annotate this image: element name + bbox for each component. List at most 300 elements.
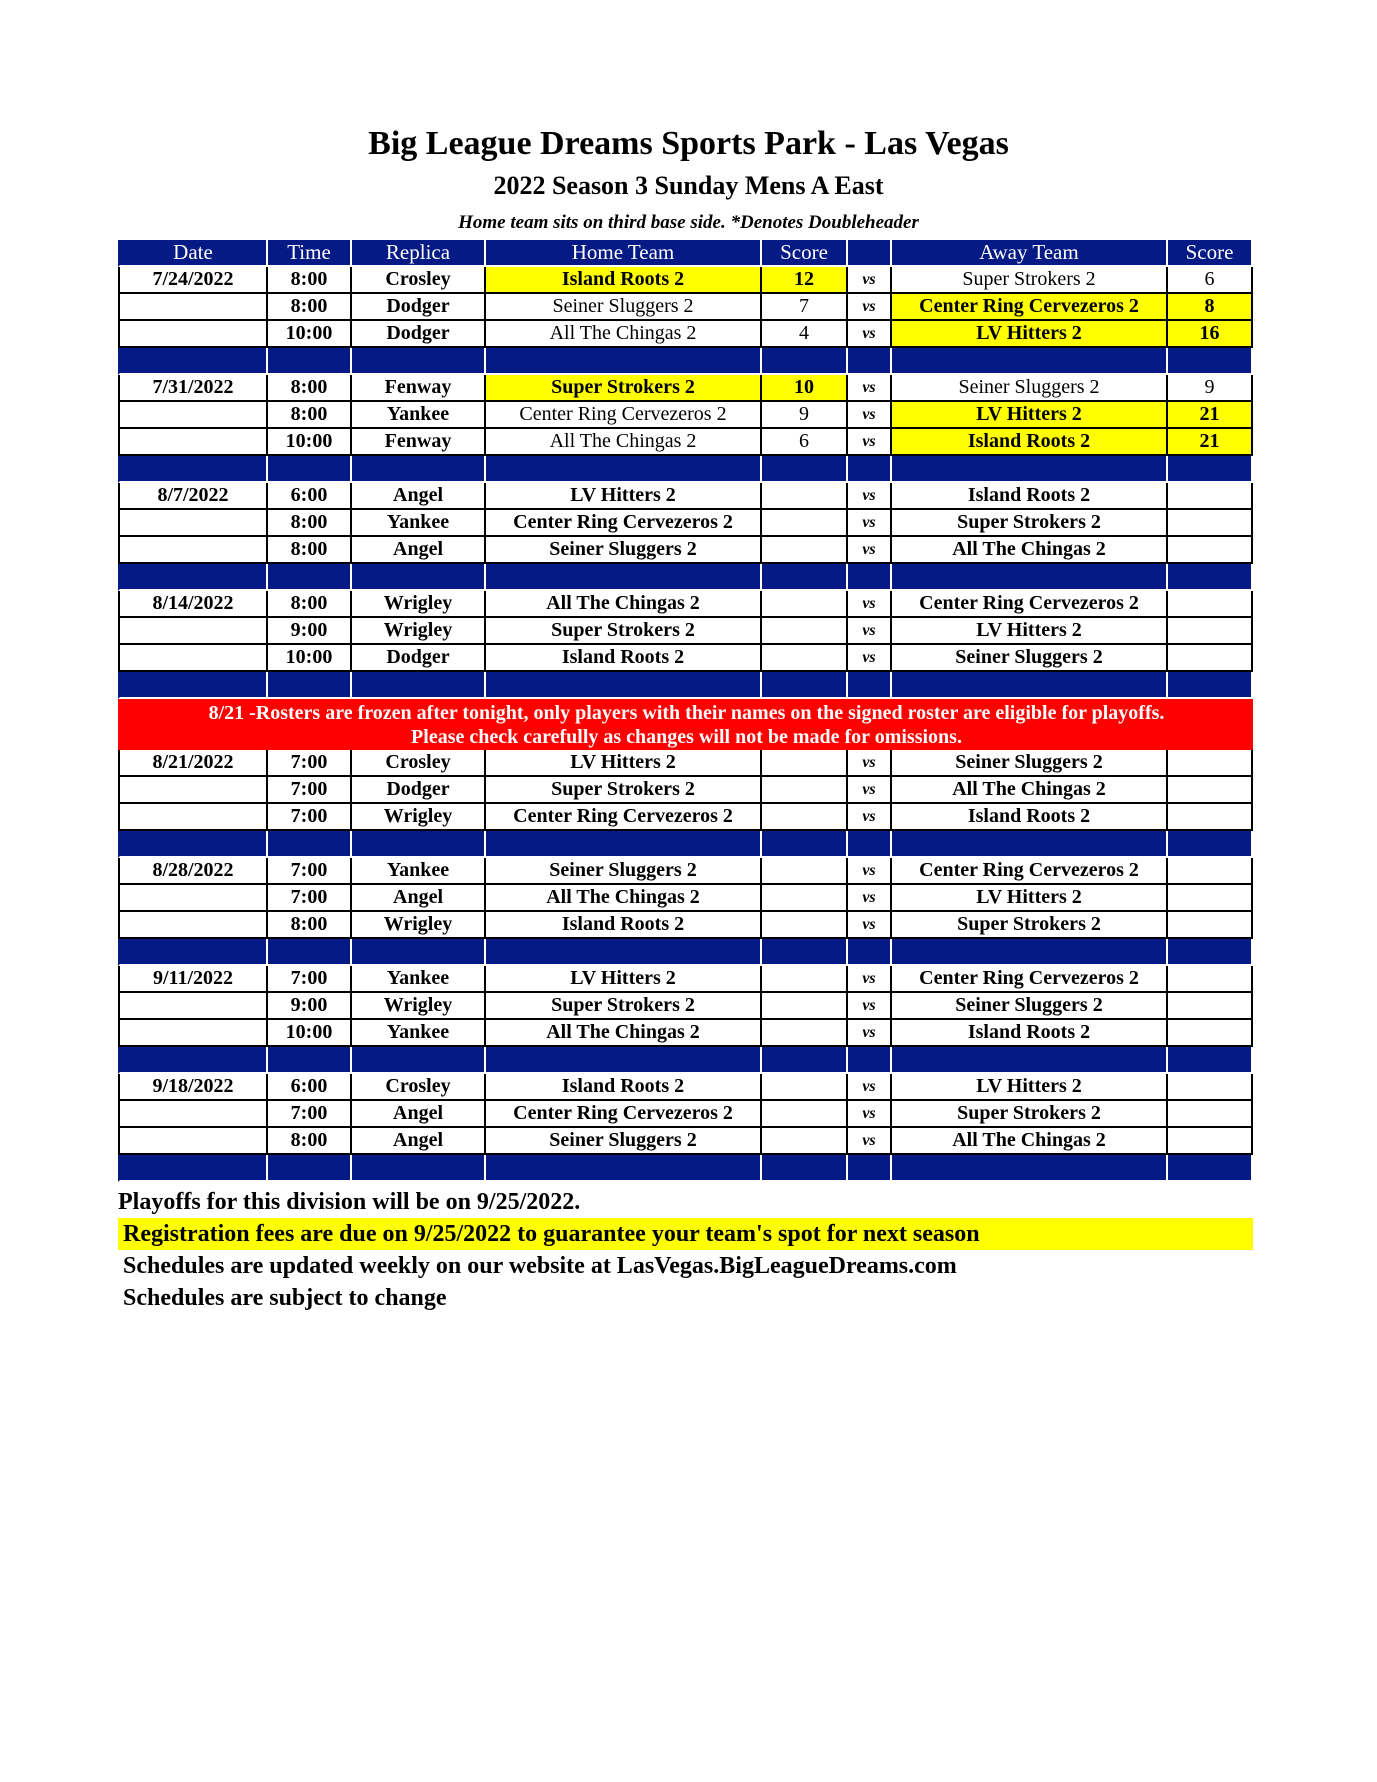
game-date bbox=[118, 1128, 268, 1155]
home-score bbox=[762, 804, 848, 831]
game-time: 7:00 bbox=[268, 885, 352, 912]
home-score: 6 bbox=[762, 429, 848, 456]
home-team: Center Ring Cervezeros 2 bbox=[486, 804, 762, 831]
game-date bbox=[118, 804, 268, 831]
table-row bbox=[118, 885, 1253, 912]
field-replica: Angel bbox=[352, 1101, 486, 1128]
separator-cell bbox=[848, 456, 892, 483]
playoffs-note: Playoffs for this division will be on 9/25/2022. bbox=[118, 1189, 581, 1215]
separator-cell bbox=[118, 456, 268, 483]
home-score: 7 bbox=[762, 294, 848, 321]
away-team: Center Ring Cervezeros 2 bbox=[892, 966, 1168, 993]
table-row bbox=[118, 966, 1253, 993]
away-score bbox=[1168, 1020, 1253, 1047]
game-date bbox=[118, 510, 268, 537]
game-time: 9:00 bbox=[268, 618, 352, 645]
separator-cell bbox=[352, 1047, 486, 1074]
separator-cell bbox=[352, 348, 486, 375]
table-row bbox=[118, 294, 1253, 321]
separator-cell bbox=[1168, 1047, 1253, 1074]
home-team: Super Strokers 2 bbox=[486, 375, 762, 402]
column-header-away-team: Away Team bbox=[892, 240, 1168, 267]
separator-cell bbox=[892, 831, 1168, 858]
field-replica: Crosley bbox=[352, 750, 486, 777]
column-header-date: Date bbox=[118, 240, 268, 267]
separator-cell bbox=[268, 1155, 352, 1182]
away-team: Seiner Sluggers 2 bbox=[892, 375, 1168, 402]
home-team: Center Ring Cervezeros 2 bbox=[486, 510, 762, 537]
home-team: Seiner Sluggers 2 bbox=[486, 294, 762, 321]
vs-label: vs bbox=[848, 885, 892, 912]
separator-cell bbox=[848, 1047, 892, 1074]
away-score bbox=[1168, 993, 1253, 1020]
week-separator-row bbox=[118, 939, 1253, 966]
home-score bbox=[762, 1074, 848, 1101]
separator-cell bbox=[892, 1047, 1168, 1074]
separator-cell bbox=[352, 831, 486, 858]
game-time: 10:00 bbox=[268, 1020, 352, 1047]
vs-label: vs bbox=[848, 1128, 892, 1155]
away-team: Island Roots 2 bbox=[892, 1020, 1168, 1047]
separator-cell bbox=[848, 672, 892, 699]
field-replica: Angel bbox=[352, 885, 486, 912]
game-date: 8/7/2022 bbox=[118, 483, 268, 510]
separator-cell bbox=[892, 1155, 1168, 1182]
separator-cell bbox=[848, 1155, 892, 1182]
table-row bbox=[118, 618, 1253, 645]
vs-label: vs bbox=[848, 777, 892, 804]
game-time: 10:00 bbox=[268, 429, 352, 456]
away-score bbox=[1168, 858, 1253, 885]
away-score: 21 bbox=[1168, 402, 1253, 429]
game-time: 8:00 bbox=[268, 267, 352, 294]
separator-cell bbox=[268, 1047, 352, 1074]
game-time: 8:00 bbox=[268, 375, 352, 402]
field-replica: Angel bbox=[352, 537, 486, 564]
away-score bbox=[1168, 537, 1253, 564]
away-score: 6 bbox=[1168, 267, 1253, 294]
vs-label: vs bbox=[848, 375, 892, 402]
field-replica: Dodger bbox=[352, 645, 486, 672]
home-team: Center Ring Cervezeros 2 bbox=[486, 402, 762, 429]
away-team: All The Chingas 2 bbox=[892, 537, 1168, 564]
separator-cell bbox=[352, 564, 486, 591]
home-score bbox=[762, 993, 848, 1020]
vs-label: vs bbox=[848, 294, 892, 321]
field-replica: Yankee bbox=[352, 1020, 486, 1047]
page-title: Big League Dreams Sports Park - Las Vegas bbox=[368, 125, 1009, 162]
field-replica: Angel bbox=[352, 1128, 486, 1155]
game-date: 7/24/2022 bbox=[118, 267, 268, 294]
roster-freeze-notice bbox=[118, 699, 1253, 750]
vs-label: vs bbox=[848, 537, 892, 564]
field-replica: Dodger bbox=[352, 777, 486, 804]
home-team-note: Home team sits on third base side. *Denotes Doubleheader bbox=[458, 212, 919, 233]
separator-cell bbox=[486, 1155, 762, 1182]
separator-cell bbox=[1168, 672, 1253, 699]
field-replica: Yankee bbox=[352, 966, 486, 993]
week-separator-row bbox=[118, 1047, 1253, 1074]
away-team: All The Chingas 2 bbox=[892, 1128, 1168, 1155]
game-date: 8/28/2022 bbox=[118, 858, 268, 885]
field-replica: Wrigley bbox=[352, 804, 486, 831]
home-team: Super Strokers 2 bbox=[486, 777, 762, 804]
field-replica: Yankee bbox=[352, 402, 486, 429]
home-team: LV Hitters 2 bbox=[486, 483, 762, 510]
home-score: 9 bbox=[762, 402, 848, 429]
away-score bbox=[1168, 750, 1253, 777]
home-team: LV Hitters 2 bbox=[486, 966, 762, 993]
game-time: 7:00 bbox=[268, 858, 352, 885]
game-date bbox=[118, 1101, 268, 1128]
home-team: Super Strokers 2 bbox=[486, 618, 762, 645]
week-separator-row bbox=[118, 348, 1253, 375]
away-score: 8 bbox=[1168, 294, 1253, 321]
table-row bbox=[118, 375, 1253, 402]
game-date bbox=[118, 885, 268, 912]
away-team: Center Ring Cervezeros 2 bbox=[892, 591, 1168, 618]
vs-label: vs bbox=[848, 858, 892, 885]
separator-cell bbox=[762, 1047, 848, 1074]
home-team: Seiner Sluggers 2 bbox=[486, 858, 762, 885]
home-team: Island Roots 2 bbox=[486, 267, 762, 294]
separator-cell bbox=[1168, 348, 1253, 375]
away-team: LV Hitters 2 bbox=[892, 402, 1168, 429]
vs-label: vs bbox=[848, 618, 892, 645]
home-score bbox=[762, 1128, 848, 1155]
separator-cell bbox=[118, 348, 268, 375]
home-team: All The Chingas 2 bbox=[486, 429, 762, 456]
home-team: Island Roots 2 bbox=[486, 645, 762, 672]
game-date: 9/18/2022 bbox=[118, 1074, 268, 1101]
separator-cell bbox=[268, 939, 352, 966]
field-replica: Angel bbox=[352, 483, 486, 510]
separator-cell bbox=[118, 1047, 268, 1074]
vs-label: vs bbox=[848, 1074, 892, 1101]
separator-cell bbox=[892, 939, 1168, 966]
table-row bbox=[118, 804, 1253, 831]
separator-cell bbox=[118, 564, 268, 591]
game-time: 8:00 bbox=[268, 912, 352, 939]
home-team: LV Hitters 2 bbox=[486, 750, 762, 777]
column-header-vs bbox=[848, 240, 892, 267]
week-separator-row bbox=[118, 831, 1253, 858]
vs-label: vs bbox=[848, 1020, 892, 1047]
field-replica: Fenway bbox=[352, 429, 486, 456]
game-date bbox=[118, 618, 268, 645]
game-time: 6:00 bbox=[268, 483, 352, 510]
away-team: Super Strokers 2 bbox=[892, 510, 1168, 537]
home-team: All The Chingas 2 bbox=[486, 1020, 762, 1047]
column-header-home-score: Score bbox=[762, 240, 848, 267]
separator-cell bbox=[1168, 939, 1253, 966]
vs-label: vs bbox=[848, 993, 892, 1020]
away-score bbox=[1168, 966, 1253, 993]
game-time: 7:00 bbox=[268, 966, 352, 993]
table-row bbox=[118, 1020, 1253, 1047]
game-time: 7:00 bbox=[268, 750, 352, 777]
field-replica: Crosley bbox=[352, 267, 486, 294]
column-header-away-score: Score bbox=[1168, 240, 1253, 267]
home-score bbox=[762, 537, 848, 564]
game-time: 7:00 bbox=[268, 777, 352, 804]
separator-cell bbox=[762, 939, 848, 966]
vs-label: vs bbox=[848, 267, 892, 294]
away-score bbox=[1168, 645, 1253, 672]
week-separator-row bbox=[118, 456, 1253, 483]
field-replica: Crosley bbox=[352, 1074, 486, 1101]
separator-cell bbox=[268, 456, 352, 483]
separator-cell bbox=[486, 564, 762, 591]
game-time: 8:00 bbox=[268, 1128, 352, 1155]
home-score bbox=[762, 645, 848, 672]
home-score bbox=[762, 618, 848, 645]
separator-cell bbox=[118, 831, 268, 858]
separator-cell bbox=[268, 672, 352, 699]
away-score bbox=[1168, 510, 1253, 537]
separator-cell bbox=[762, 564, 848, 591]
separator-cell bbox=[352, 672, 486, 699]
separator-cell bbox=[1168, 1155, 1253, 1182]
vs-label: vs bbox=[848, 1101, 892, 1128]
game-date bbox=[118, 429, 268, 456]
separator-cell bbox=[848, 831, 892, 858]
game-date bbox=[118, 912, 268, 939]
home-score bbox=[762, 1020, 848, 1047]
registration-note: Registration fees are due on 9/25/2022 to guarantee your team's spot for next season bbox=[118, 1218, 1253, 1250]
home-score bbox=[762, 591, 848, 618]
away-team: Center Ring Cervezeros 2 bbox=[892, 294, 1168, 321]
away-score: 9 bbox=[1168, 375, 1253, 402]
away-team: Super Strokers 2 bbox=[892, 1101, 1168, 1128]
table-row bbox=[118, 510, 1253, 537]
away-team: LV Hitters 2 bbox=[892, 618, 1168, 645]
game-date bbox=[118, 1020, 268, 1047]
vs-label: vs bbox=[848, 966, 892, 993]
game-time: 7:00 bbox=[268, 804, 352, 831]
separator-cell bbox=[486, 939, 762, 966]
vs-label: vs bbox=[848, 483, 892, 510]
separator-cell bbox=[118, 939, 268, 966]
away-score bbox=[1168, 1128, 1253, 1155]
away-score bbox=[1168, 1101, 1253, 1128]
table-row bbox=[118, 1101, 1253, 1128]
game-date: 7/31/2022 bbox=[118, 375, 268, 402]
away-team: Island Roots 2 bbox=[892, 429, 1168, 456]
field-replica: Yankee bbox=[352, 858, 486, 885]
game-time: 7:00 bbox=[268, 1101, 352, 1128]
separator-cell bbox=[352, 456, 486, 483]
game-date bbox=[118, 402, 268, 429]
table-row bbox=[118, 645, 1253, 672]
away-score bbox=[1168, 591, 1253, 618]
home-score bbox=[762, 966, 848, 993]
separator-cell bbox=[118, 1155, 268, 1182]
away-team: Seiner Sluggers 2 bbox=[892, 645, 1168, 672]
table-row bbox=[118, 537, 1253, 564]
separator-cell bbox=[762, 456, 848, 483]
game-date bbox=[118, 537, 268, 564]
table-row bbox=[118, 750, 1253, 777]
separator-cell bbox=[762, 672, 848, 699]
table-row bbox=[118, 1128, 1253, 1155]
away-team: LV Hitters 2 bbox=[892, 1074, 1168, 1101]
home-score bbox=[762, 510, 848, 537]
home-score: 4 bbox=[762, 321, 848, 348]
game-time: 8:00 bbox=[268, 510, 352, 537]
game-date: 9/11/2022 bbox=[118, 966, 268, 993]
home-score bbox=[762, 1101, 848, 1128]
separator-cell bbox=[486, 348, 762, 375]
separator-cell bbox=[486, 1047, 762, 1074]
vs-label: vs bbox=[848, 429, 892, 456]
away-score bbox=[1168, 804, 1253, 831]
field-replica: Yankee bbox=[352, 510, 486, 537]
home-team: Super Strokers 2 bbox=[486, 993, 762, 1020]
game-date: 8/21/2022 bbox=[118, 750, 268, 777]
away-score: 16 bbox=[1168, 321, 1253, 348]
home-score bbox=[762, 777, 848, 804]
table-row bbox=[118, 912, 1253, 939]
away-score bbox=[1168, 618, 1253, 645]
field-replica: Fenway bbox=[352, 375, 486, 402]
away-score bbox=[1168, 777, 1253, 804]
game-time: 8:00 bbox=[268, 591, 352, 618]
vs-label: vs bbox=[848, 591, 892, 618]
home-team: Island Roots 2 bbox=[486, 1074, 762, 1101]
table-row bbox=[118, 858, 1253, 885]
page-subtitle: 2022 Season 3 Sunday Mens A East bbox=[493, 171, 884, 200]
separator-cell bbox=[892, 456, 1168, 483]
vs-label: vs bbox=[848, 804, 892, 831]
table-row bbox=[118, 993, 1253, 1020]
week-separator-row bbox=[118, 1155, 1253, 1182]
week-separator-row bbox=[118, 672, 1253, 699]
table-header-row bbox=[118, 240, 1253, 267]
table-row bbox=[118, 402, 1253, 429]
week-separator-row bbox=[118, 564, 1253, 591]
schedule-body bbox=[118, 267, 1253, 1182]
game-time: 10:00 bbox=[268, 321, 352, 348]
game-time: 9:00 bbox=[268, 993, 352, 1020]
separator-cell bbox=[892, 348, 1168, 375]
home-score bbox=[762, 483, 848, 510]
game-date bbox=[118, 777, 268, 804]
separator-cell bbox=[762, 348, 848, 375]
schedule-change-note: Schedules are subject to change bbox=[123, 1285, 447, 1311]
game-time: 8:00 bbox=[268, 402, 352, 429]
away-team: Super Strokers 2 bbox=[892, 267, 1168, 294]
separator-cell bbox=[1168, 456, 1253, 483]
game-date: 8/14/2022 bbox=[118, 591, 268, 618]
away-team: LV Hitters 2 bbox=[892, 321, 1168, 348]
away-team: Seiner Sluggers 2 bbox=[892, 993, 1168, 1020]
away-score: 21 bbox=[1168, 429, 1253, 456]
away-team: All The Chingas 2 bbox=[892, 777, 1168, 804]
field-replica: Wrigley bbox=[352, 912, 486, 939]
column-header-time: Time bbox=[268, 240, 352, 267]
separator-cell bbox=[892, 564, 1168, 591]
separator-cell bbox=[762, 831, 848, 858]
vs-label: vs bbox=[848, 645, 892, 672]
away-score bbox=[1168, 483, 1253, 510]
separator-cell bbox=[762, 1155, 848, 1182]
home-score bbox=[762, 885, 848, 912]
game-time: 10:00 bbox=[268, 645, 352, 672]
separator-cell bbox=[268, 564, 352, 591]
separator-cell bbox=[1168, 831, 1253, 858]
away-team: Island Roots 2 bbox=[892, 483, 1168, 510]
field-replica: Wrigley bbox=[352, 591, 486, 618]
separator-cell bbox=[848, 564, 892, 591]
game-date bbox=[118, 645, 268, 672]
vs-label: vs bbox=[848, 750, 892, 777]
separator-cell bbox=[848, 348, 892, 375]
column-header-replica: Replica bbox=[352, 240, 486, 267]
home-score: 10 bbox=[762, 375, 848, 402]
table-row bbox=[118, 777, 1253, 804]
column-header-home-team: Home Team bbox=[486, 240, 762, 267]
notice-line: Please check carefully as changes will not be made for omissions. bbox=[411, 726, 962, 748]
home-team: Seiner Sluggers 2 bbox=[486, 537, 762, 564]
home-team: Island Roots 2 bbox=[486, 912, 762, 939]
website-note: Schedules are updated weekly on our website at LasVegas.BigLeagueDreams.com bbox=[123, 1253, 957, 1279]
table-row bbox=[118, 1074, 1253, 1101]
field-replica: Wrigley bbox=[352, 993, 486, 1020]
away-team: Super Strokers 2 bbox=[892, 912, 1168, 939]
schedule-table bbox=[118, 240, 1253, 1182]
table-row bbox=[118, 267, 1253, 294]
game-time: 8:00 bbox=[268, 294, 352, 321]
vs-label: vs bbox=[848, 912, 892, 939]
separator-cell bbox=[268, 831, 352, 858]
vs-label: vs bbox=[848, 321, 892, 348]
away-team: LV Hitters 2 bbox=[892, 885, 1168, 912]
home-score bbox=[762, 912, 848, 939]
separator-cell bbox=[268, 348, 352, 375]
vs-label: vs bbox=[848, 510, 892, 537]
separator-cell bbox=[352, 1155, 486, 1182]
home-team: Seiner Sluggers 2 bbox=[486, 1128, 762, 1155]
field-replica: Dodger bbox=[352, 294, 486, 321]
separator-cell bbox=[118, 672, 268, 699]
game-time: 6:00 bbox=[268, 1074, 352, 1101]
table-row bbox=[118, 321, 1253, 348]
separator-cell bbox=[486, 831, 762, 858]
home-team: All The Chingas 2 bbox=[486, 591, 762, 618]
home-score bbox=[762, 858, 848, 885]
game-date bbox=[118, 993, 268, 1020]
home-team: Center Ring Cervezeros 2 bbox=[486, 1101, 762, 1128]
notice-line: 8/21 -Rosters are frozen after tonight, only players with their names on the signed roster are eligible for playoffs. bbox=[208, 702, 1165, 724]
away-score bbox=[1168, 1074, 1253, 1101]
home-team: All The Chingas 2 bbox=[486, 885, 762, 912]
separator-cell bbox=[1168, 564, 1253, 591]
away-score bbox=[1168, 885, 1253, 912]
table-row bbox=[118, 483, 1253, 510]
away-team: Seiner Sluggers 2 bbox=[892, 750, 1168, 777]
away-score bbox=[1168, 912, 1253, 939]
away-team: Island Roots 2 bbox=[892, 804, 1168, 831]
field-replica: Wrigley bbox=[352, 618, 486, 645]
game-time: 8:00 bbox=[268, 537, 352, 564]
table-row bbox=[118, 429, 1253, 456]
separator-cell bbox=[352, 939, 486, 966]
vs-label: vs bbox=[848, 402, 892, 429]
separator-cell bbox=[486, 672, 762, 699]
separator-cell bbox=[892, 672, 1168, 699]
separator-cell bbox=[486, 456, 762, 483]
